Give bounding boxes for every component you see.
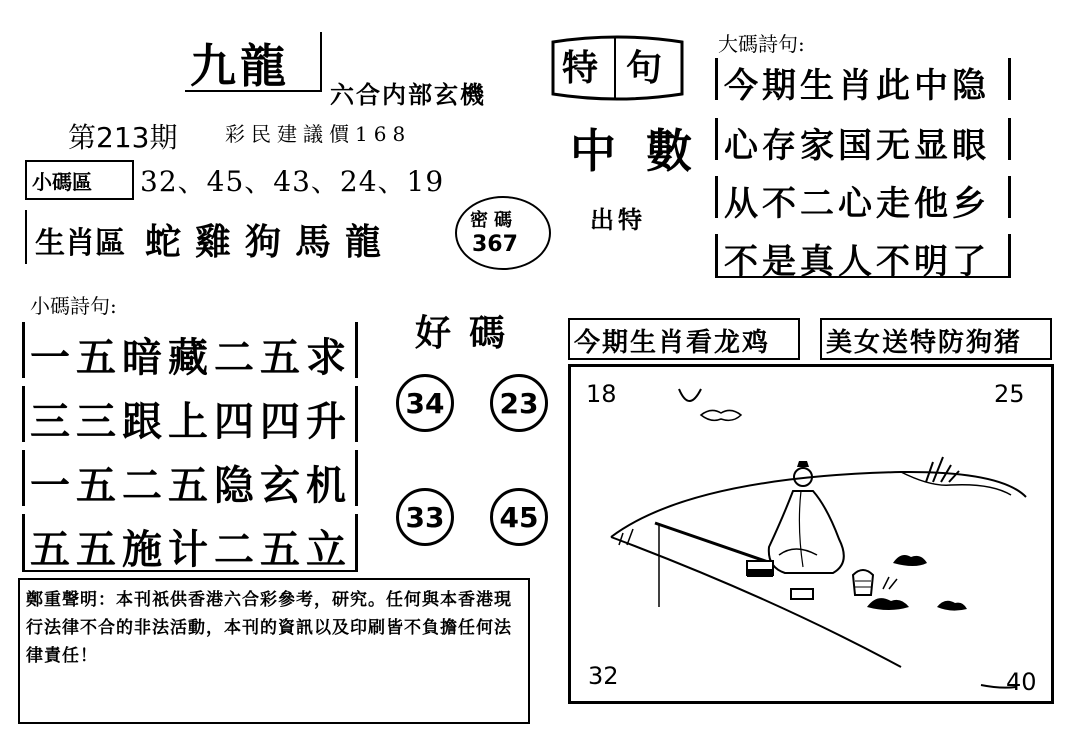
good-code-2: 23 xyxy=(490,374,548,432)
secret-code-value: 367 xyxy=(472,232,518,257)
small-code-values: 32、45、43、24、19 xyxy=(140,165,445,198)
issue-number: 第213期 xyxy=(68,121,178,154)
disclaimer-text: 鄭重聲明：本刊祇供香港六合彩參考，研究。任何與本香港現行法律不合的非法活動，本刊的資訊以及印刷皆不負擔任何法律責任！ xyxy=(26,590,512,666)
big-poem-heading: 大碼詩句: xyxy=(718,32,805,56)
small-poem-heading: 小碼詩句: xyxy=(30,294,117,318)
page-title: 九龍 xyxy=(190,39,290,93)
zodiac-label: 生肖區 xyxy=(35,226,125,261)
big-poem-line-3: 从不二心走他乡 xyxy=(724,184,990,224)
big-poem-line-4: 不是真人不明了 xyxy=(724,242,990,282)
small-poem-line-3: 一五二五隐玄机 xyxy=(30,462,352,509)
small-poem-line-4: 五五施计二五立 xyxy=(30,526,352,573)
small-code-label: 小碼區 xyxy=(32,170,92,194)
zodiac-values: 蛇雞狗馬龍 xyxy=(145,221,396,263)
corner-bottom-right: 40 xyxy=(1006,668,1037,696)
good-code-1: 34 xyxy=(396,374,454,432)
caption-left: 今期生肖看龙鸡 xyxy=(574,328,771,358)
caption-right: 美女送特防狗猪 xyxy=(826,328,1023,358)
good-code-4: 45 xyxy=(490,488,548,546)
good-code-3: 33 xyxy=(396,488,454,546)
corner-bottom-left: 32 xyxy=(588,662,619,690)
special-badge-text: 特句 xyxy=(562,47,691,89)
special-line1: 中數 xyxy=(570,124,722,178)
big-poem-line-1: 今期生肖此中隐 xyxy=(724,66,990,106)
big-poem-line-2: 心存家国无显眼 xyxy=(724,126,990,166)
good-codes-heading: 好碼 xyxy=(415,312,524,354)
small-poem-line-2: 三三跟上四四升 xyxy=(30,398,352,445)
small-poem-line-1: 一五暗藏二五求 xyxy=(30,334,352,381)
fisherman-illustration xyxy=(571,367,1051,701)
special-line2: 出特 xyxy=(590,205,646,234)
subtitle: 六合内部玄機 xyxy=(330,80,486,109)
corner-top-left: 18 xyxy=(586,380,617,408)
corner-top-right: 25 xyxy=(994,380,1025,408)
secret-code-label: 密碼 xyxy=(470,210,518,231)
price-note: 彩民建議價168 xyxy=(225,122,412,146)
